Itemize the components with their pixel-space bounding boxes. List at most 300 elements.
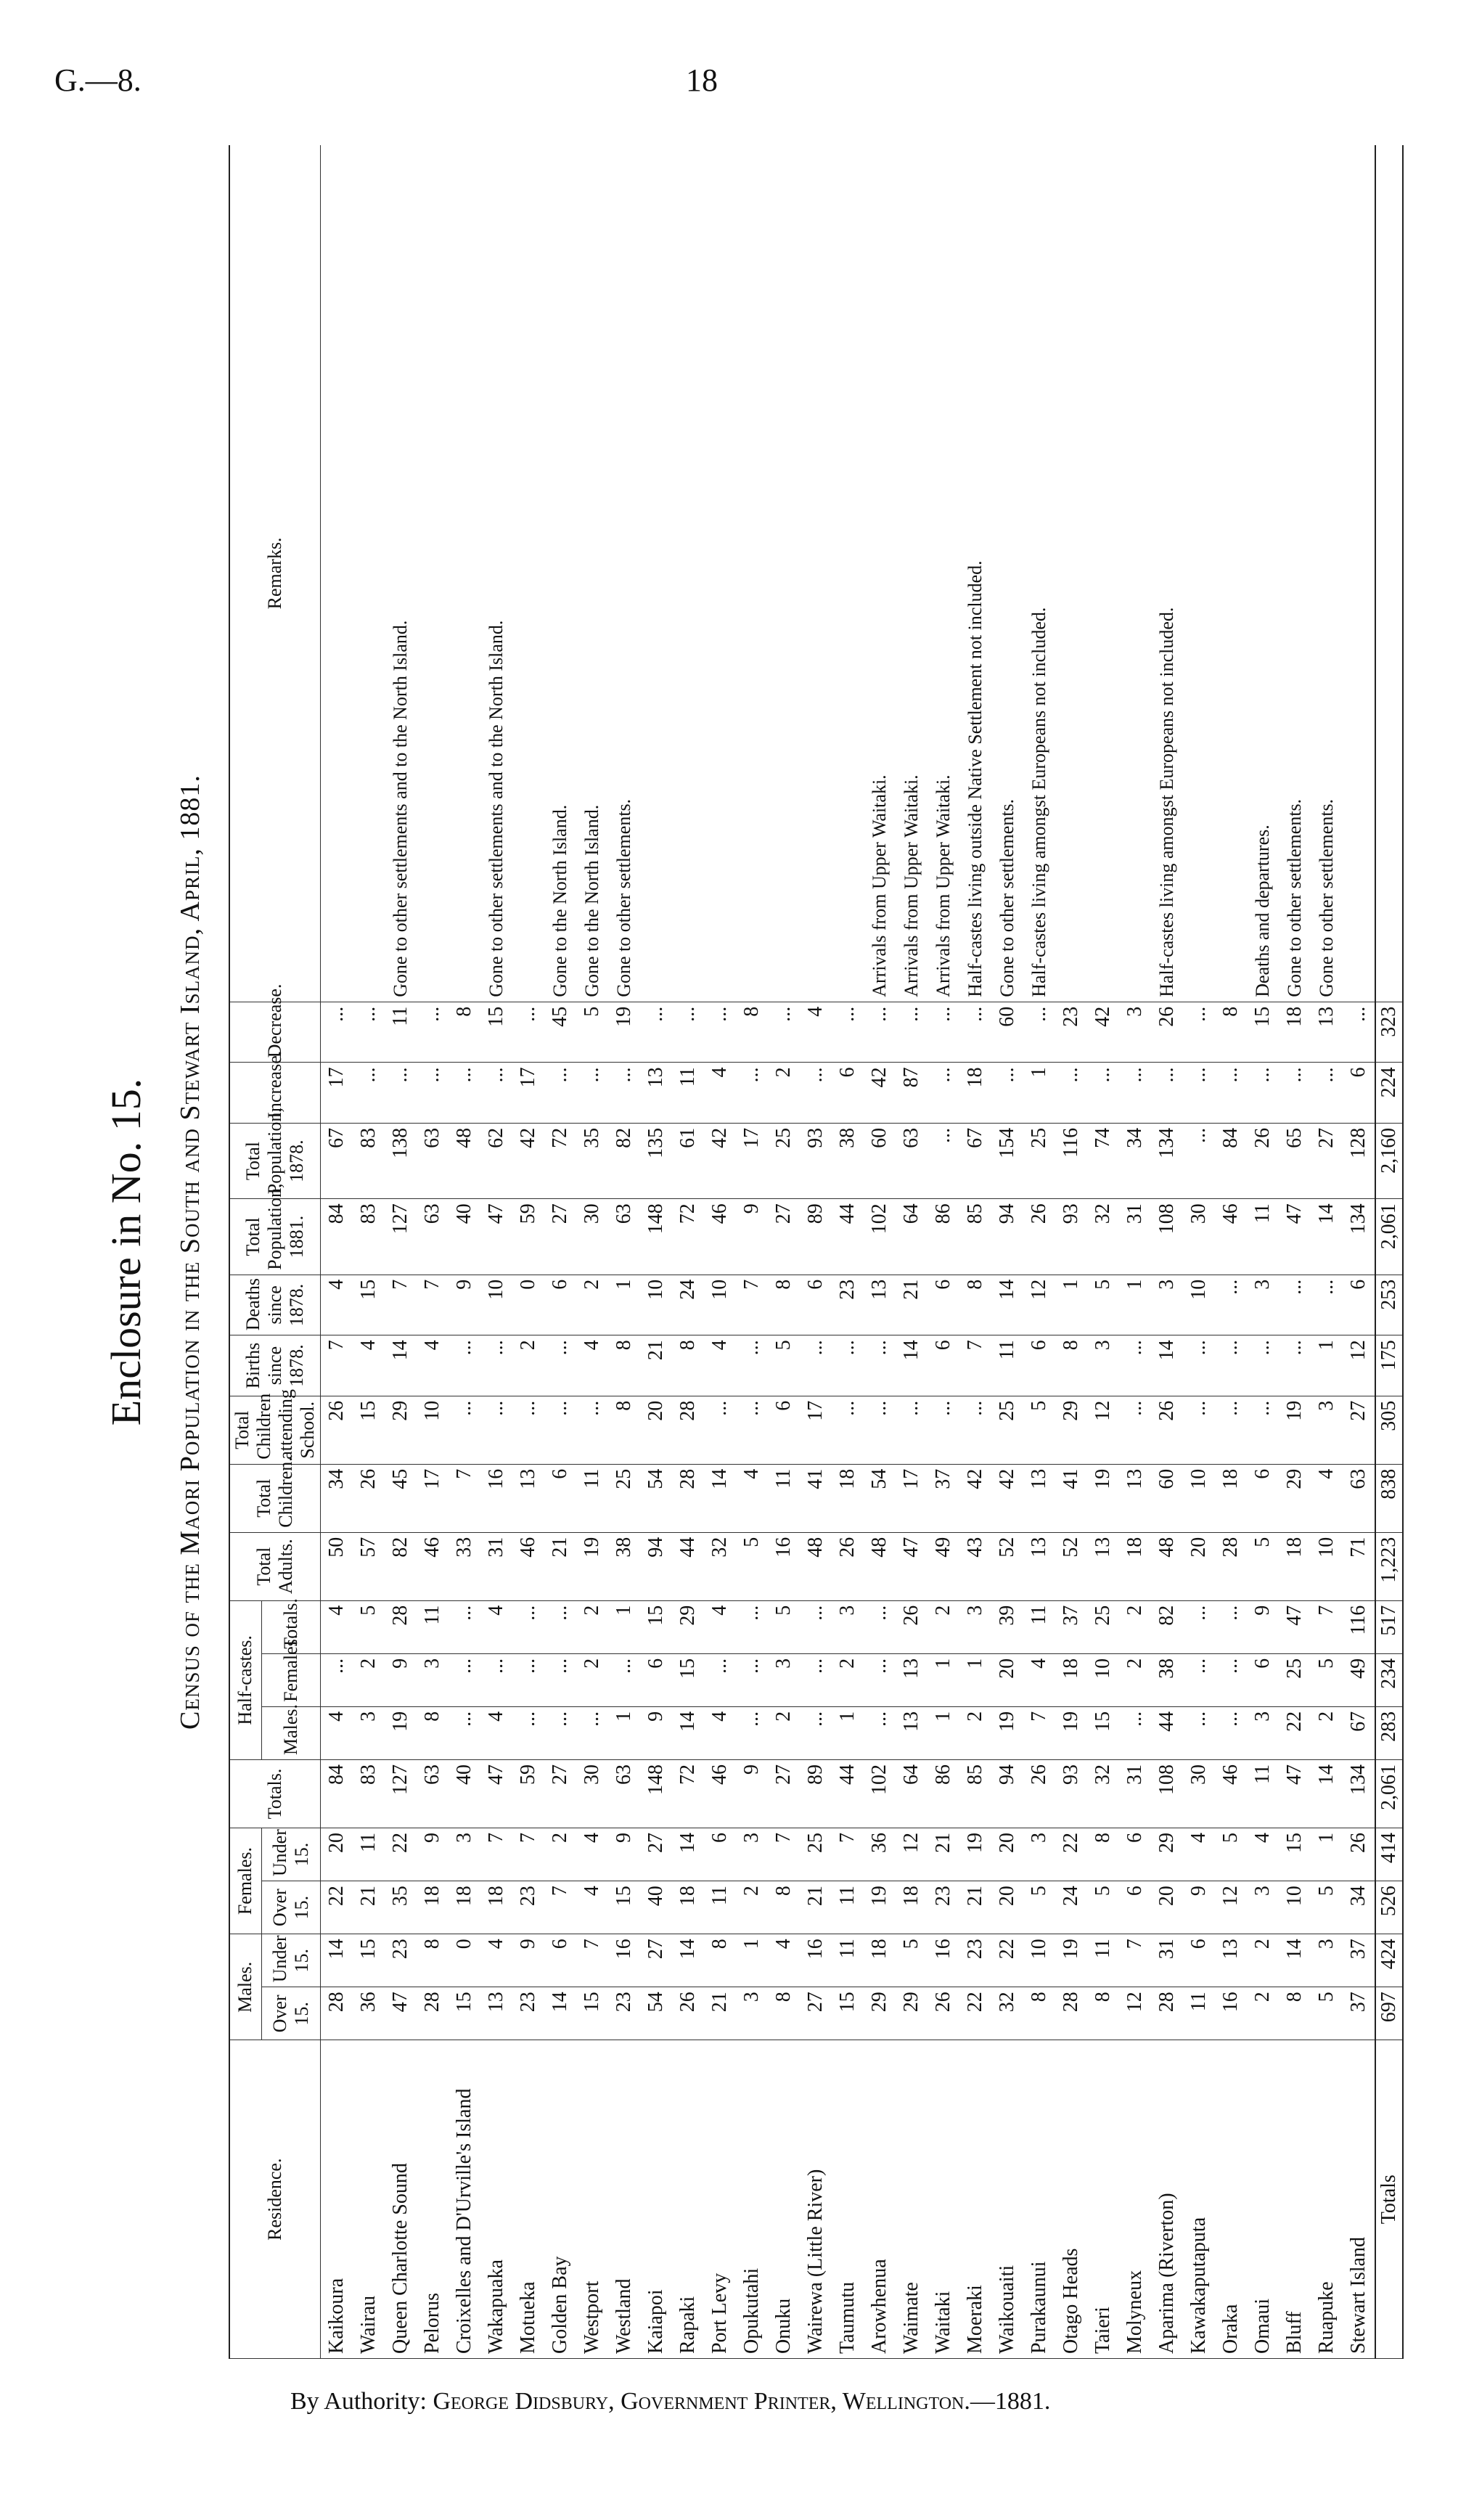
adults-cell: 31 (480, 1532, 512, 1600)
m-under-cell: 16 (800, 1934, 832, 1987)
m-under-cell: 2 (1247, 1934, 1279, 1987)
hc-m-cell: 15 (1087, 1706, 1119, 1759)
births-cell: 3 (1087, 1335, 1119, 1396)
remarks-cell: Gone to other settlements. (608, 145, 640, 1002)
table-row (736, 145, 768, 2359)
pop81-cell: 102 (864, 1199, 896, 1275)
table-row (449, 145, 480, 2359)
remarks-cell (449, 145, 480, 1002)
remarks-cell (512, 145, 544, 1002)
table-row (959, 145, 991, 2359)
f-over-cell: 11 (704, 1881, 736, 1934)
inc-cell: ... (417, 1063, 449, 1124)
f-under-cell: 6 (704, 1828, 736, 1881)
school-cell: ... (576, 1396, 608, 1464)
school-cell: ... (1247, 1396, 1279, 1464)
col-remarks: Remarks. (229, 145, 321, 1002)
children-cell: 42 (959, 1464, 991, 1532)
f-under-cell: 22 (385, 1828, 417, 1881)
children-cell: 28 (672, 1464, 704, 1532)
m-under-cell: 5 (896, 1934, 928, 1987)
m-under-cell: 3 (1311, 1934, 1343, 1987)
remarks-cell (353, 145, 385, 1002)
m-under-cell: 13 (1215, 1934, 1247, 1987)
m-under-cell: 11 (1087, 1934, 1119, 1987)
f-over-cell: 7 (544, 1881, 576, 1934)
m-over-cell: 5 (1311, 1987, 1343, 2040)
births-cell: 6 (928, 1335, 959, 1396)
pop78-cell: 35 (576, 1123, 608, 1198)
hc-f-cell: 2 (353, 1653, 385, 1706)
residence-cell: Taieri (1087, 2040, 1119, 2359)
hc-f-cell: 18 (1055, 1653, 1087, 1706)
f-over-cell: 24 (1055, 1881, 1087, 1934)
pop78-cell: 82 (608, 1123, 640, 1198)
rotated-census-block (87, 145, 1400, 2359)
inc-cell: ... (1087, 1063, 1119, 1124)
table-row (1279, 145, 1311, 2359)
hc-m-cell: 2 (768, 1706, 800, 1759)
dec-cell: ... (959, 1002, 991, 1063)
f-under-cell: 26 (1343, 1828, 1375, 1881)
inc-cell: ... (385, 1063, 417, 1124)
deaths-cell: 10 (704, 1275, 736, 1335)
hc-f-cell: 15 (672, 1653, 704, 1706)
f-over-cell: 20 (991, 1881, 1023, 1934)
m-under-cell: 7 (1119, 1934, 1151, 1987)
totals-cell: 86 (928, 1760, 959, 1828)
dec-cell: ... (704, 1002, 736, 1063)
dec-cell: ... (672, 1002, 704, 1063)
hc-m-cell: ... (864, 1706, 896, 1759)
hc-t-cell: ... (800, 1600, 832, 1653)
children-cell: 54 (864, 1464, 896, 1532)
deaths-cell: 3 (1247, 1275, 1279, 1335)
deaths-cell: 1 (1119, 1275, 1151, 1335)
hc-m-cell: 4 (480, 1706, 512, 1759)
m-over-cell: 28 (1151, 1987, 1183, 2040)
f-over-cell: 21 (800, 1881, 832, 1934)
pop81-cell: 26 (1023, 1199, 1055, 1275)
pop78-cell: 72 (544, 1123, 576, 1198)
pop78-cell: 74 (1087, 1123, 1119, 1198)
inc-cell: ... (353, 1063, 385, 1124)
inc-cell: ... (1311, 1063, 1343, 1124)
hc-f-cell: 3 (417, 1653, 449, 1706)
adults-cell: 18 (1279, 1532, 1311, 1600)
enclosure-title: Enclosure in No. 15. (102, 1078, 150, 1426)
children-cell: 60 (1151, 1464, 1183, 1532)
residence-cell: Opukutahi (736, 2040, 768, 2359)
births-cell: 14 (896, 1335, 928, 1396)
residence-cell: Waitaki (928, 2040, 959, 2359)
f-over-cell: 40 (640, 1881, 672, 1934)
hc-f-cell: ... (512, 1653, 544, 1706)
hc-t-cell: ... (864, 1600, 896, 1653)
table-row (321, 145, 353, 2359)
remarks-cell (1055, 145, 1087, 1002)
f-over-cell: 18 (449, 1881, 480, 1934)
hc-m-cell: ... (576, 1706, 608, 1759)
dec-cell: 3 (1119, 1002, 1151, 1063)
totals-cell: 93 (1055, 1760, 1087, 1828)
m-over-cell: 28 (321, 1987, 353, 2040)
residence-cell: Otago Heads (1055, 2040, 1087, 2359)
adults-cell: 32 (704, 1532, 736, 1600)
births-cell: 14 (385, 1335, 417, 1396)
m-over-cell: 36 (353, 1987, 385, 2040)
births-cell: 11 (991, 1335, 1023, 1396)
inc-cell: ... (1247, 1063, 1279, 1124)
school-cell: ... (512, 1396, 544, 1464)
children-cell: 17 (417, 1464, 449, 1532)
residence-cell: Rapaki (672, 2040, 704, 2359)
children-cell: 25 (608, 1464, 640, 1532)
residence-cell: Port Levy (704, 2040, 736, 2359)
hc-t-cell: ... (1183, 1600, 1215, 1653)
pop81-cell: 31 (1119, 1199, 1151, 1275)
pop78-cell: 67 (959, 1123, 991, 1198)
remarks-cell (736, 145, 768, 1002)
f-under-cell: 3 (1023, 1828, 1055, 1881)
f-under-cell: 5 (1215, 1828, 1247, 1881)
residence-cell: Stewart Island (1343, 2040, 1375, 2359)
hc-m-cell: 19 (1055, 1706, 1087, 1759)
adults-cell: 5 (736, 1532, 768, 1600)
hc-t-cell: 11 (417, 1600, 449, 1653)
m-under-cell: 1 (736, 1934, 768, 1987)
table-row (385, 145, 417, 2359)
dec-cell: 18 (1279, 1002, 1311, 1063)
hc-f-cell: 6 (640, 1653, 672, 1706)
remarks-cell: Gone to other settlements. (1279, 145, 1311, 1002)
m-over-cell: 28 (417, 1987, 449, 2040)
deaths-cell: 12 (1023, 1275, 1055, 1335)
inc-cell: ... (1151, 1063, 1183, 1124)
hc-m-cell: 4 (704, 1706, 736, 1759)
table-row (544, 145, 576, 2359)
adults-cell: 47 (896, 1532, 928, 1600)
m-under-cell: 7 (576, 1934, 608, 1987)
hc-f-cell: 25 (1279, 1653, 1311, 1706)
children-cell: 7 (449, 1464, 480, 1532)
deaths-cell: 7 (736, 1275, 768, 1335)
hc-f-cell: 1 (959, 1653, 991, 1706)
births-cell: ... (544, 1335, 576, 1396)
school-cell: 26 (1151, 1396, 1183, 1464)
residence-cell: Omaui (1247, 2040, 1279, 2359)
residence-cell: Arowhenua (864, 2040, 896, 2359)
hc-t-cell: 4 (480, 1600, 512, 1653)
deaths-cell: 14 (991, 1275, 1023, 1335)
remarks-cell (1183, 145, 1215, 1002)
hc-m-cell: ... (1119, 1706, 1151, 1759)
births-cell: 6 (1023, 1335, 1055, 1396)
col-females: Females. (229, 1828, 261, 1934)
dec-cell: ... (1023, 1002, 1055, 1063)
school-cell: 28 (672, 1396, 704, 1464)
pop78-cell: 25 (768, 1123, 800, 1198)
inc-cell: ... (736, 1063, 768, 1124)
col-half-castes: Half-castes. (229, 1600, 261, 1759)
residence-cell: Wairau (353, 2040, 385, 2359)
m-under-cell: 8 (704, 1934, 736, 1987)
m-over-cell: 29 (896, 1987, 928, 2040)
m-under-cell: 8 (417, 1934, 449, 1987)
residence-cell: Pelorus (417, 2040, 449, 2359)
hc-m-cell: 2 (1311, 1706, 1343, 1759)
table-row (1343, 145, 1375, 2359)
hc-t-cell: 2 (1119, 1600, 1151, 1653)
children-cell: 4 (736, 1464, 768, 1532)
residence-cell: Moeraki (959, 2040, 991, 2359)
col-males-under15: Under 15. (261, 1934, 320, 1987)
m-under-cell: 4 (480, 1934, 512, 1987)
remarks-cell: Deaths and departures. (1247, 145, 1279, 1002)
births-cell: ... (1215, 1335, 1247, 1396)
residence-cell: Westland (608, 2040, 640, 2359)
hc-t-cell: 1 (608, 1600, 640, 1653)
remarks-cell: Gone to other settlements. (991, 145, 1023, 1002)
f-under-cell: 25 (800, 1828, 832, 1881)
m-over-cell: 15 (832, 1987, 864, 2040)
totals-cell: 31 (1119, 1760, 1151, 1828)
f-over-cell: 22 (321, 1881, 353, 1934)
inc-cell: ... (1183, 1063, 1215, 1124)
m-over-cell: 8 (768, 1987, 800, 2040)
hc-t-cell: 3 (832, 1600, 864, 1653)
pop78-cell: 154 (991, 1123, 1023, 1198)
totals-remarks-empty (1375, 145, 1403, 1002)
m-under-cell: 6 (544, 1934, 576, 1987)
pop78-cell: 93 (800, 1123, 832, 1198)
adults-cell: 48 (864, 1532, 896, 1600)
hc-m-cell: 3 (353, 1706, 385, 1759)
totals-cell: 9 (736, 1760, 768, 1828)
deaths-cell: 1 (608, 1275, 640, 1335)
table-row (991, 145, 1023, 2359)
table-row (417, 145, 449, 2359)
hc-m-cell: 19 (385, 1706, 417, 1759)
totals-cell: 27 (544, 1760, 576, 1828)
school-cell: ... (896, 1396, 928, 1464)
m-under-cell: 31 (1151, 1934, 1183, 1987)
totals-cell: 11 (1247, 1760, 1279, 1828)
deaths-cell: 6 (1343, 1275, 1375, 1335)
dec-cell: 8 (1215, 1002, 1247, 1063)
residence-cell: Taumutu (832, 2040, 864, 2359)
pop81-cell: 94 (991, 1199, 1023, 1275)
children-cell: 26 (353, 1464, 385, 1532)
totals-cell: 30 (576, 1760, 608, 1828)
hc-f-cell: ... (480, 1653, 512, 1706)
inc-cell: ... (1055, 1063, 1087, 1124)
totals-label: Totals (1375, 2040, 1403, 2359)
m-over-cell: 8 (1087, 1987, 1119, 2040)
col-totals: Totals. (229, 1760, 321, 1828)
deaths-cell: 6 (928, 1275, 959, 1335)
adults-cell: 46 (417, 1532, 449, 1600)
residence-cell: Molyneux (1119, 2040, 1151, 2359)
totals-row (1375, 145, 1403, 2359)
residence-cell: Kaikoura (321, 2040, 353, 2359)
f-under-cell: 8 (1087, 1828, 1119, 1881)
school-cell: 12 (1087, 1396, 1119, 1464)
col-hc-totals: Totals. (261, 1600, 320, 1653)
adults-cell: 50 (321, 1532, 353, 1600)
pop81-cell: 85 (959, 1199, 991, 1275)
hc-t-cell: 15 (640, 1600, 672, 1653)
f-over-cell: 23 (928, 1881, 959, 1934)
m-over-cell: 11 (1183, 1987, 1215, 2040)
adults-cell: 21 (544, 1532, 576, 1600)
hc-f-cell: ... (704, 1653, 736, 1706)
remarks-cell: Half-castes living outside Native Settlement not included. (959, 145, 991, 1002)
dec-cell: ... (321, 1002, 353, 1063)
pop78-cell: ... (1183, 1123, 1215, 1198)
totals-cell: 63 (417, 1760, 449, 1828)
school-cell: ... (736, 1396, 768, 1464)
hc-m-cell: ... (800, 1706, 832, 1759)
m-under-cell: 6 (1183, 1934, 1215, 1987)
remarks-cell (1215, 145, 1247, 1002)
hc-m-cell: 22 (1279, 1706, 1311, 1759)
pop81-cell: 148 (640, 1199, 672, 1275)
school-cell: ... (832, 1396, 864, 1464)
col-residence: Residence. (229, 2040, 321, 2359)
totals-cell: 64 (896, 1760, 928, 1828)
pop81-cell: 59 (512, 1199, 544, 1275)
children-cell: 4 (1311, 1464, 1343, 1532)
school-cell: 8 (608, 1396, 640, 1464)
hc-m-cell: 1 (832, 1706, 864, 1759)
f-under-cell: 7 (480, 1828, 512, 1881)
children-cell: 14 (704, 1464, 736, 1532)
m-under-cell: 23 (385, 1934, 417, 1987)
totals-cell: 47 (1279, 1760, 1311, 1828)
dec-cell: 23 (1055, 1002, 1087, 1063)
totals-cell: 47 (480, 1760, 512, 1828)
pop81-cell: 27 (544, 1199, 576, 1275)
births-cell: 14 (1151, 1335, 1183, 1396)
school-cell: 10 (417, 1396, 449, 1464)
hc-f-cell: ... (544, 1653, 576, 1706)
m-over-cell: 8 (1279, 1987, 1311, 2040)
totals-cell: 89 (800, 1760, 832, 1828)
children-cell: 45 (385, 1464, 417, 1532)
m-over-cell: 2 (1247, 1987, 1279, 2040)
dec-cell: ... (512, 1002, 544, 1063)
hc-f-cell: 49 (1343, 1653, 1375, 1706)
pop81-cell: 46 (704, 1199, 736, 1275)
m-under-cell: 37 (1343, 1934, 1375, 1987)
table-row (896, 145, 928, 2359)
deaths-cell: 6 (800, 1275, 832, 1335)
f-under-cell: 29 (1151, 1828, 1183, 1881)
totals-cell: 102 (864, 1760, 896, 1828)
remarks-cell (1343, 145, 1375, 1002)
m-under-cell: 11 (832, 1934, 864, 1987)
total-school: 305 (1375, 1396, 1403, 1464)
children-cell: 13 (1023, 1464, 1055, 1532)
total-children: 838 (1375, 1464, 1403, 1532)
hc-m-cell: 3 (1247, 1706, 1279, 1759)
deaths-cell: 7 (385, 1275, 417, 1335)
table-row (1023, 145, 1055, 2359)
adults-cell: 33 (449, 1532, 480, 1600)
table-row (864, 145, 896, 2359)
pop78-cell: 38 (832, 1123, 864, 1198)
f-under-cell: 15 (1279, 1828, 1311, 1881)
hc-m-cell: 8 (417, 1706, 449, 1759)
deaths-cell: 1 (1055, 1275, 1087, 1335)
total-inc: 224 (1375, 1063, 1403, 1124)
total-dec: 323 (1375, 1002, 1403, 1063)
f-under-cell: 14 (672, 1828, 704, 1881)
totals-cell: 32 (1087, 1760, 1119, 1828)
pop81-cell: 83 (353, 1199, 385, 1275)
births-cell: ... (480, 1335, 512, 1396)
adults-cell: 52 (1055, 1532, 1087, 1600)
m-under-cell: 23 (959, 1934, 991, 1987)
m-over-cell: 8 (1023, 1987, 1055, 2040)
col-females-over15: Over 15. (261, 1881, 320, 1934)
hc-t-cell: 116 (1343, 1600, 1375, 1653)
inc-cell: ... (480, 1063, 512, 1124)
f-over-cell: 2 (736, 1881, 768, 1934)
f-over-cell: 3 (1247, 1881, 1279, 1934)
births-cell: ... (1279, 1335, 1311, 1396)
table-caption: Census of the Maori Population in the South and Stewart Island, April, 1881. (175, 774, 205, 1730)
totals-cell: 46 (1215, 1760, 1247, 1828)
col-hc-males: Males. (261, 1706, 320, 1759)
dec-cell: 26 (1151, 1002, 1183, 1063)
pop81-cell: 11 (1247, 1199, 1279, 1275)
hc-m-cell: ... (512, 1706, 544, 1759)
pop81-cell: 93 (1055, 1199, 1087, 1275)
pop78-cell: 84 (1215, 1123, 1247, 1198)
hc-t-cell: 25 (1087, 1600, 1119, 1653)
hc-t-cell: 2 (576, 1600, 608, 1653)
school-cell: ... (959, 1396, 991, 1464)
inc-cell: ... (800, 1063, 832, 1124)
m-over-cell: 23 (512, 1987, 544, 2040)
inc-cell: ... (928, 1063, 959, 1124)
hc-t-cell: 28 (385, 1600, 417, 1653)
f-over-cell: 5 (1087, 1881, 1119, 1934)
remarks-cell: Gone to other settlements and to the North Island. (385, 145, 417, 1002)
dec-cell: ... (928, 1002, 959, 1063)
remarks-cell (1119, 145, 1151, 1002)
deaths-cell: 10 (640, 1275, 672, 1335)
inc-cell: ... (1279, 1063, 1311, 1124)
pop81-cell: 44 (832, 1199, 864, 1275)
school-cell: 29 (385, 1396, 417, 1464)
f-over-cell: 8 (768, 1881, 800, 1934)
deaths-cell: 4 (321, 1275, 353, 1335)
m-over-cell: 15 (576, 1987, 608, 2040)
f-under-cell: 9 (608, 1828, 640, 1881)
children-cell: 18 (1215, 1464, 1247, 1532)
totals-cell: 59 (512, 1760, 544, 1828)
children-cell: 42 (991, 1464, 1023, 1532)
deaths-cell: 0 (512, 1275, 544, 1335)
table-row (832, 145, 864, 2359)
births-cell: ... (832, 1335, 864, 1396)
f-over-cell: 9 (1183, 1881, 1215, 1934)
col-deaths: Deaths since 1878. (229, 1275, 321, 1335)
hc-f-cell: 2 (576, 1653, 608, 1706)
